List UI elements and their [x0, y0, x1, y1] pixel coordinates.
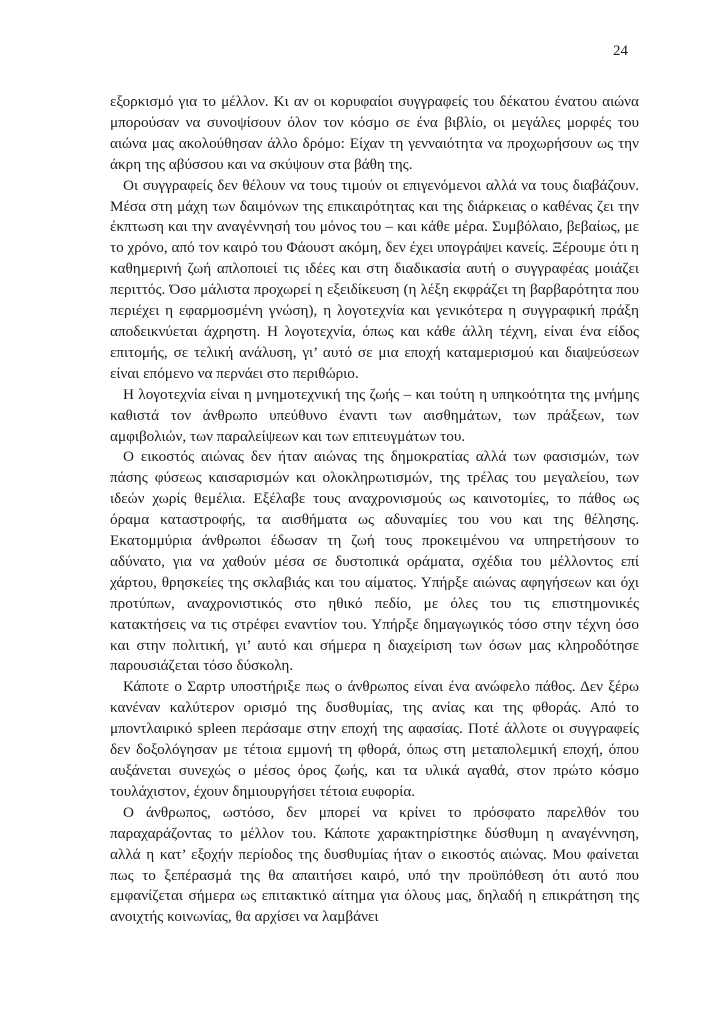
paragraph-6: Ο άνθρωπος, ωστόσο, δεν μπορεί να κρίνει το πρόσφατο παρελθόν του παραχαράζοντας το μέλλον του. Κάποτε χαρακτηρίστηκε δύσθυμη η αναγέννηση, αλλά η κατ’ εξοχήν περίοδος της δυσθυμίας ήταν ο εικοστός αιώνας. Μου φαίνεται πως το ξεπέρασμά της θα απαιτήσει καιρό, υπό την προϋπόθεση ότι αυτό που εμφανίζεται σήμερα ως επιτακτικό αίτημα για όλους μας, δηλαδή η επικράτηση της ανοιχτής κοινωνίας, θα αρχίσει να λαμβάνει	[110, 803, 639, 926]
paragraph-3: Η λογοτεχνία είναι η μνημοτεχνική της ζωής – και τούτη η υπηκοότητα της μνήμης καθιστά τον άνθρωπο υπεύθυνο έναντι των αισθημάτων, των πράξεων, των αμφιβολιών, των παραλείψεων και των επιτευγμάτων του.	[110, 385, 639, 445]
body-text	[110, 92, 639, 928]
paragraph-2: Οι συγγραφείς δεν θέλουν να τους τιμούν οι επιγενόμενοι αλλά να τους διαβάζουν. Μέσα στη μάχη των δαιμόνων της επικαιρότητας και της διάρκειας ο καθένας ζει την έκπτωση και την αναγέννησή του μόνος του – και κάθε μέρα. Συμβόλαιο, βεβαίως, με το χρόνο, από τον καιρό του Φάουστ ακόμη, δεν έχει υπογράψει κανείς. Ξέρουμε ότι η καθημερινή ζωή απλοποιεί τις ιδέες και στη διαδικασία αυτή ο συγγραφέας μοιάζει περιττός. Όσο μάλιστα προχωρεί η εξειδίκευση (η λέξη εκφράζει τη βαρβαρότητα που περιέχει η εφαρμοσμένη γνώση), η λογοτεχνία και γενικότερα η συγγραφική πράξη αποδεικνύεται άχρηστη. Η λογοτεχνία, όπως και κάθε άλλη τέχνη, είναι ένα είδος επιτομής, σε τελική ανάλυση, γι’ αυτό σε μια εποχή καταμερισμού και διαψεύσεων είναι επόμενο να περνάει στο περιθώριο.	[110, 176, 639, 382]
page-number: 24	[613, 43, 628, 59]
paragraph-4: Ο εικοστός αιώνας δεν ήταν αιώνας της δημοκρατίας αλλά των φασισμών, των πάσης φύσεως καισαρισμών και ολοκληρωτισμών, της τρέλας του μεγαλείου, των ιδεών χωρίς θεμέλια. Εξέλαβε τους αναχρονισμούς ως καινοτομίες, το πάθος ως όραμα καταστροφής, τα αισθήματα ως αδυναμίες του νου και της θέλησης. Εκατομμύρια άνθρωποι έδωσαν τη ζωή τους προκειμένου να υπηρετήσουν το αδύνατο, για να χαθούν μέσα σε δυστοπικά οράματα, σχέδια του μέλλοντος επί χάρτου, θρησκείες της σκλαβιάς και του αίματος. Υπήρξε αιώνας αφηγήσεων και όχι προτύπων, αναχρονιστικός στο ηθικό πεδίο, με όλες του τις επιστημονικές κατακτήσεις να τις στρέφει εναντίον του. Υπήρξε δημαγωγικός τόσο στην τέχνη όσο και στην πολιτική, γι’ αυτό και σήμερα η διαχείριση των όσων μας κληροδότησε παρουσιάζεται τόσο δύσκολη.	[110, 448, 639, 675]
paragraph-1: εξορκισμό για το μέλλον. Κι αν οι κορυφαίοι συγγραφείς του δέκατου ένατου αιώνα μπορούσαν να συνοψίσουν όλον τον κόσμο σε ένα βιβλίο, οι μεγάλες μορφές του αιώνα μας ακολούθησαν άλλο δρόμο: Είχαν τη γενναιότητα να προχωρήσουν ως την άκρη της αβύσσου και να σκύψουν στα βάθη της.	[110, 93, 639, 173]
paragraph-5: Κάποτε ο Σαρτρ υποστήριξε πως ο άνθρωπος είναι ένα ανώφελο πάθος. Δεν ξέρω κανέναν καλύτερον ορισμό της δυσθυμίας, της ανίας και της φθοράς. Από το μποντλαιρικό spleen περάσαμε στην εποχή της αφασίας. Ποτέ άλλοτε οι συγγραφείς δεν δοξολόγησαν με τέτοια εμμονή τη φθορά, όπως στη μεταπολεμική εποχή, όπου αυξάνεται συνεχώς ο μέσος όρος ζωής, και τα υλικά αγαθά, στον πρώτο κόσμο τουλάχιστον, έχουν δημιουργήσει τέτοια ευφορία.	[110, 678, 639, 800]
